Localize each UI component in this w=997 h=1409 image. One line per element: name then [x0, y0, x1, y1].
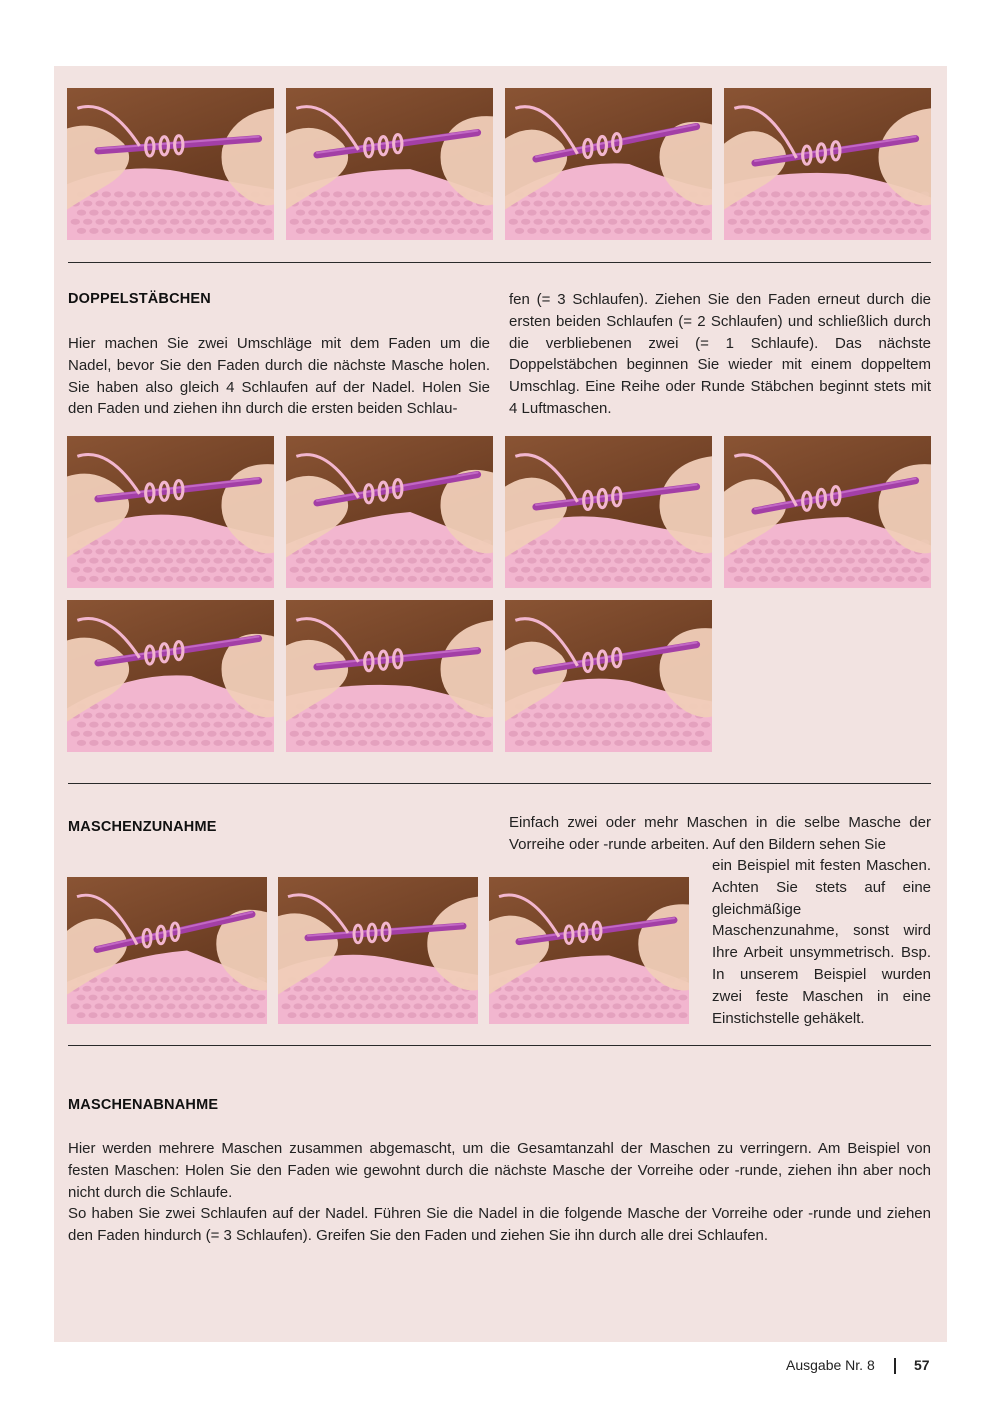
photo-illustration: [67, 877, 267, 1024]
section-divider: [68, 262, 931, 263]
crochet-photo: [67, 88, 274, 240]
photo-illustration: [505, 436, 712, 588]
doppelstaebchen-text-left: Hier machen Sie zwei Umschläge mit dem Faden um die Nadel, bevor Sie den Faden durch die nächste Masche holen. Sie haben also gleich 4 Schlaufen auf der Nadel. Holen Sie den Faden und ziehen ihn durch die ersten beiden Schlau-: [68, 335, 490, 418]
crochet-photo: [505, 88, 712, 240]
crochet-photo: [724, 436, 931, 588]
maschenabnahme-paragraph-2: So haben Sie zwei Schlaufen auf der Nadel. Führen Sie die Nadel in die folgende Masche der Vorreihe oder -runde und ziehen den Faden hindurch (= 3 Schlaufen). Greifen Sie den Faden und ziehen Sie ihn durch alle drei Schlaufen.: [68, 1205, 931, 1245]
photo-illustration: [724, 88, 931, 240]
section-title-maschenabnahme: MASCHENABNAHME: [68, 1097, 219, 1113]
crochet-photo: [67, 877, 267, 1024]
doppelstaebchen-text-right: fen (= 3 Schlaufen). Ziehen Sie den Faden erneut durch die ersten beiden Schlaufen (= 2 Schlaufen) und schließlich durch die verbliebenen zwei (= 1 Schlaufe). Das nächste Doppelstäbchen beginnen Sie wieder mit einem doppeltem Umschlag. Eine Reihe oder Runde Stäbchen beginnt stets mit 4 Luftmaschen.: [509, 291, 931, 417]
photo-illustration: [505, 88, 712, 240]
photo-illustration: [67, 600, 274, 752]
section-title-maschenzunahme: MASCHENZUNAHME: [68, 819, 217, 835]
crochet-photo: [67, 600, 274, 752]
page-number: 57: [914, 1357, 930, 1373]
crochet-photo: [505, 436, 712, 588]
crochet-photo: [286, 436, 493, 588]
maschenzunahme-text-top: Einfach zwei oder mehr Maschen in die selbe Masche der Vorreihe oder -runde arbeiten. Auf den Bildern sehen Sie: [509, 814, 931, 853]
photo-illustration: [278, 877, 478, 1024]
crochet-photo: [278, 877, 478, 1024]
crochet-photo: [724, 88, 931, 240]
crochet-photo: [286, 600, 493, 752]
crochet-photo: [67, 436, 274, 588]
section-title-doppelstaebchen: DOPPELSTÄBCHEN: [68, 291, 211, 307]
photo-illustration: [67, 88, 274, 240]
crochet-photo: [286, 88, 493, 240]
maschenzunahme-text-side: ein Beispiel mit festen Maschen. Achten Sie stets auf eine gleichmäßige Maschenzunahme, sonst wird Ihre Arbeit unsymmetrisch. Bsp. In unserem Beispiel wurden zwei feste Maschen in eine Einstichstelle gehäkelt.: [712, 857, 931, 1027]
section-divider: [68, 1045, 931, 1046]
photo-illustration: [505, 600, 712, 752]
photo-illustration: [286, 88, 493, 240]
maschenabnahme-paragraph-1: Hier werden mehrere Maschen zusammen abgemascht, um die Gesamtanzahl der Maschen zu verringern. Am Beispiel von festen Maschen: Holen Sie den Faden wie gewohnt durch die nächste Masche der Vorreihe oder -runde, ziehen ihn aber noch nicht durch die Schlaufe.: [68, 1140, 931, 1201]
crochet-photo: [505, 600, 712, 752]
footer-issue: Ausgabe Nr. 8: [786, 1357, 875, 1373]
section-divider: [68, 783, 931, 784]
photo-illustration: [286, 436, 493, 588]
crochet-photo: [489, 877, 689, 1024]
footer-separator: [894, 1358, 896, 1374]
photo-illustration: [67, 436, 274, 588]
maschenabnahme-text: [68, 1138, 931, 1247]
photo-illustration: [286, 600, 493, 752]
photo-illustration: [724, 436, 931, 588]
photo-illustration: [489, 877, 689, 1024]
